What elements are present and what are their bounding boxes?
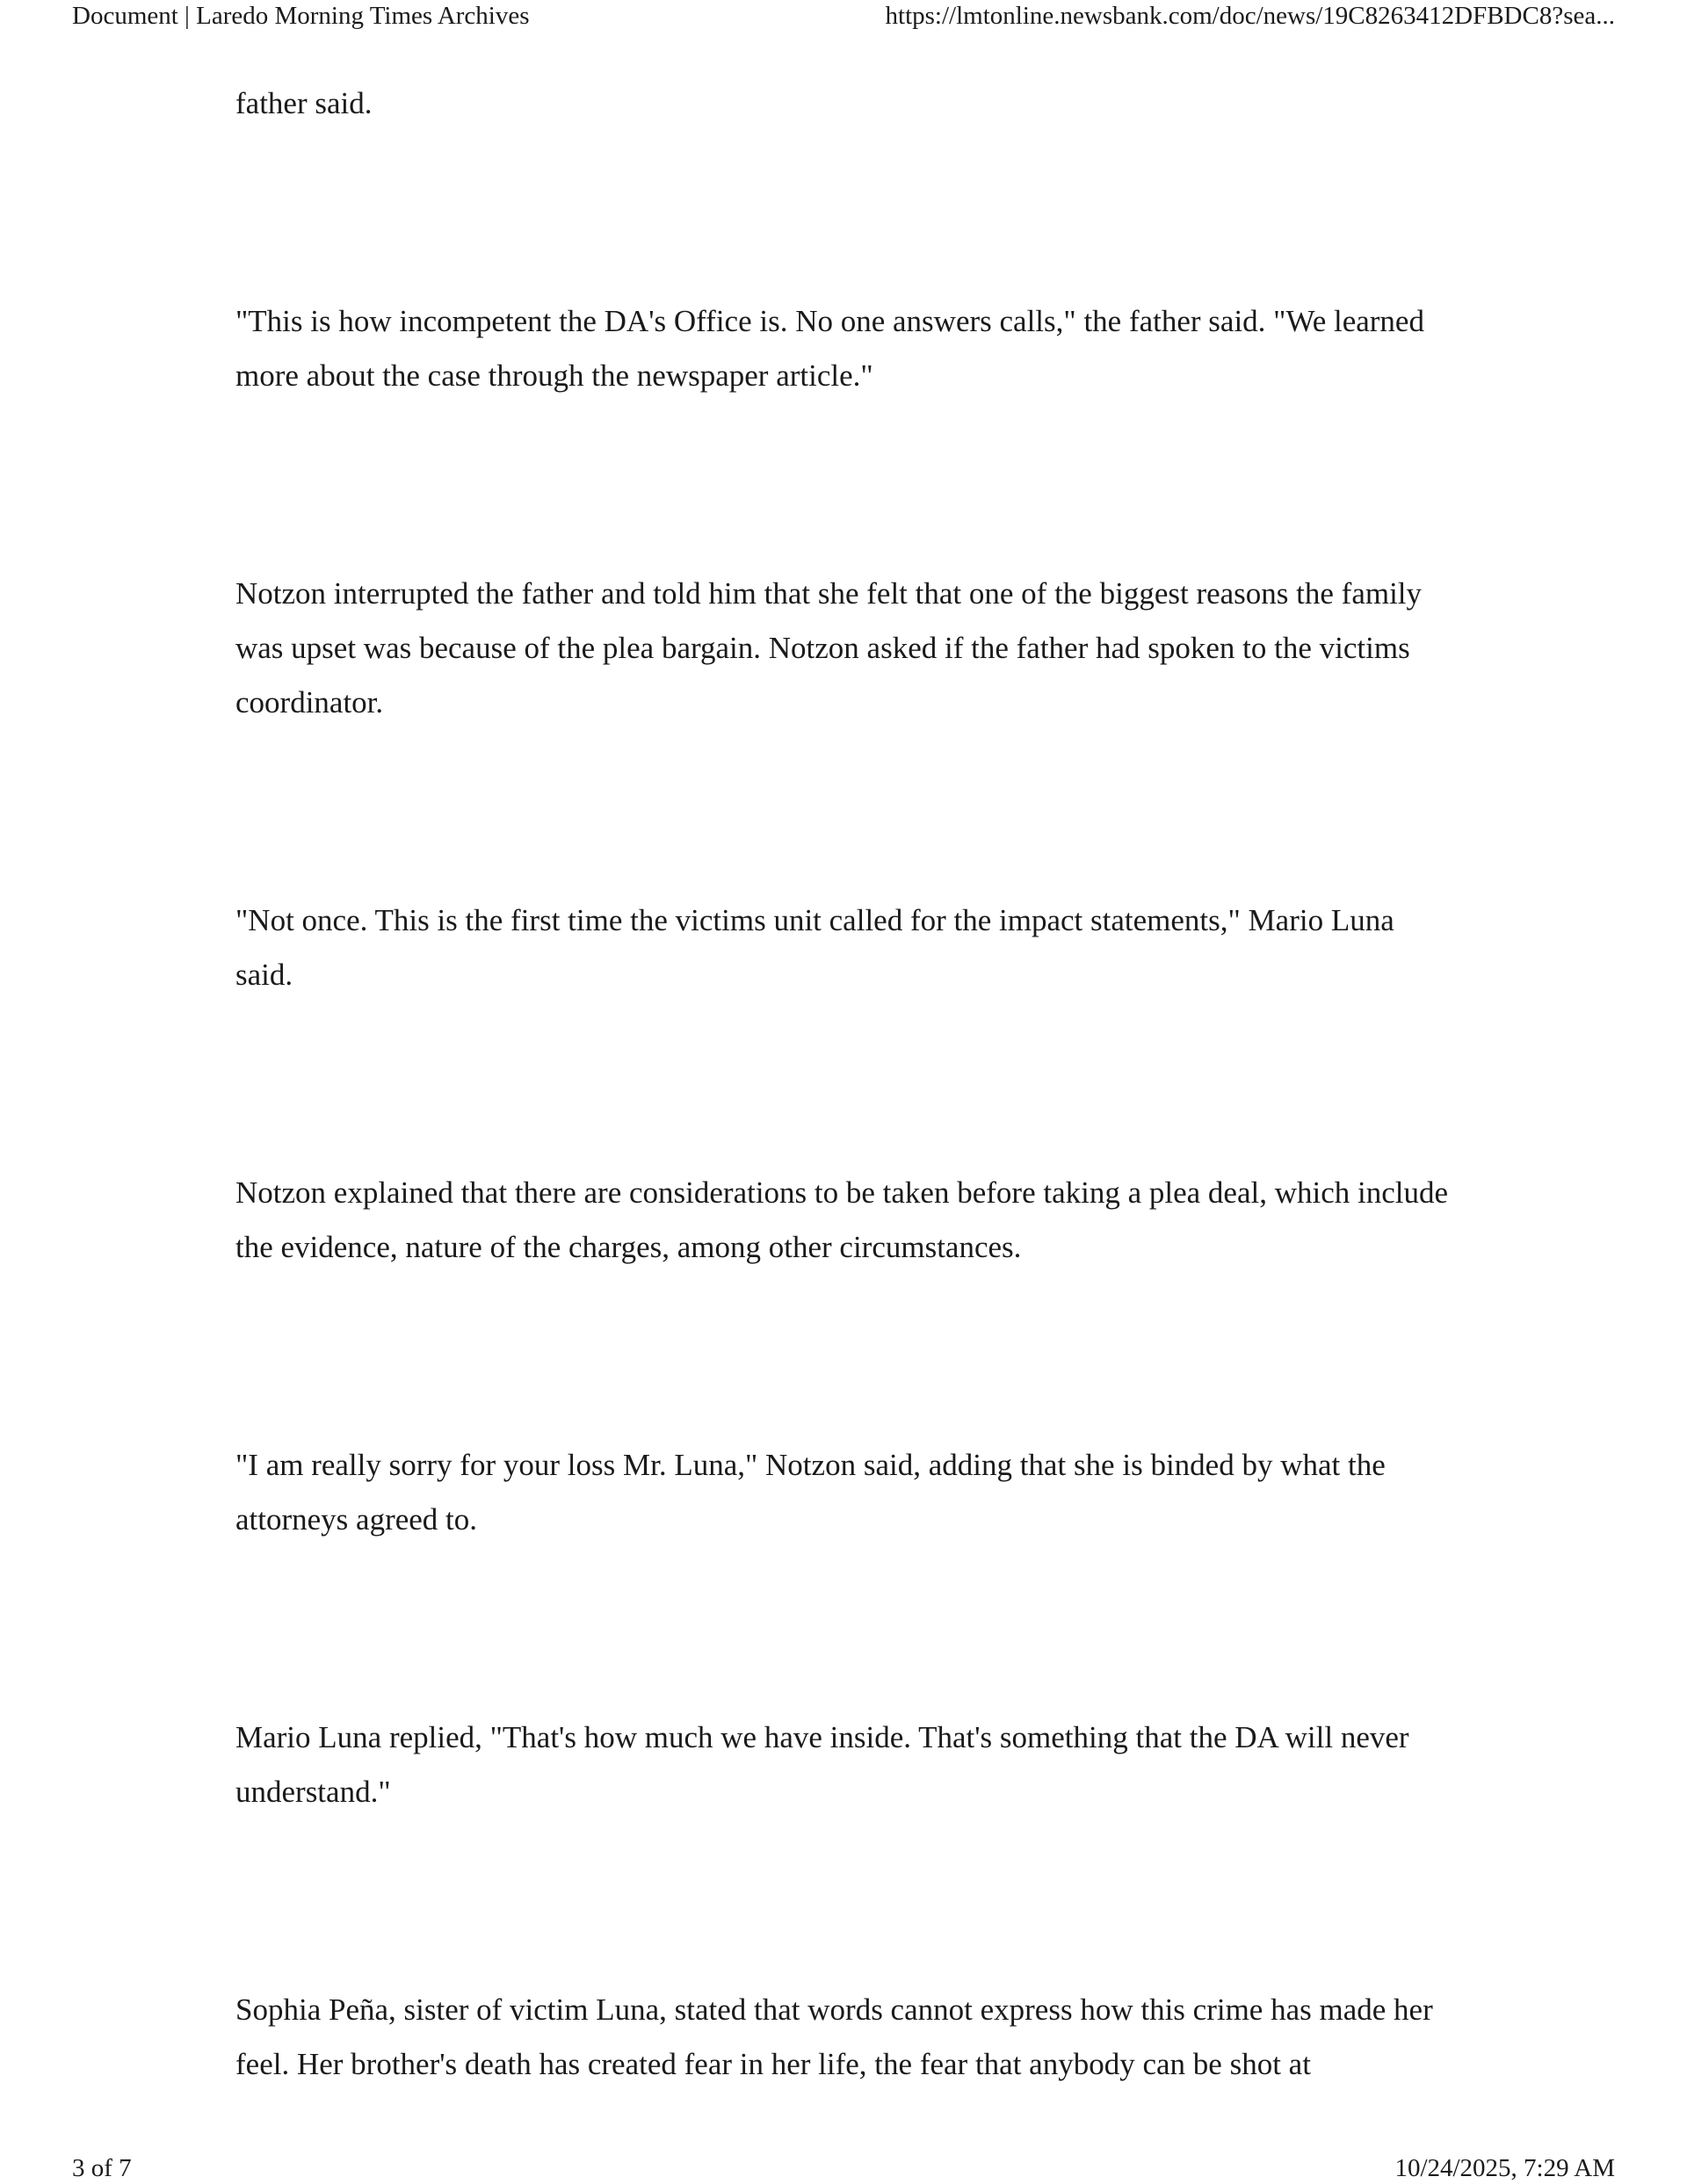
print-header [72,0,1615,32]
article-paragraph: Sophia Peña, sister of victim Luna, stated that words cannot express how this crime has made her feel. Her brother's death has created fear in her life, the fear that anybody can be shot at [235,1992,1433,2081]
article-paragraph: "Not once. This is the first time the victims unit called for the impact statements," Mario Luna said. [235,903,1394,992]
article-paragraph: Mario Luna replied, "That's how much we have inside. That's something that the DA will never understand." [235,1720,1409,1809]
article-paragraph: "This is how incompetent the DA's Office is. No one answers calls," the father said. "We learned more about the case through the newspaper article." [235,304,1424,393]
article-paragraph: Notzon interrupted the father and told him that she felt that one of the biggest reasons the family was upset was because of the plea bargain. Notzon asked if the father had spoken to the victims coordinator. [235,576,1423,720]
print-timestamp: 10/24/2025, 7:29 AM [1394,2154,1615,2182]
article-paragraph: "I am really sorry for your loss Mr. Luna," Notzon said, adding that she is binded by what the attorneys agreed to. [235,1448,1386,1537]
page-url[interactable]: https://lmtonline.newsbank.com/doc/news/19C8263412DFBDC8?sea... [885,2,1615,30]
print-footer [72,2152,1615,2184]
page-indicator: 3 of 7 [72,2154,132,2182]
article-body [235,76,1448,2092]
article-paragraph: Notzon explained that there are considerations to be taken before taking a plea deal, which include the evidence, nature of the charges, among other circumstances. [235,1175,1449,1264]
article-paragraph: father said. [235,86,373,120]
page-title: Document | Laredo Morning Times Archives [72,2,530,30]
